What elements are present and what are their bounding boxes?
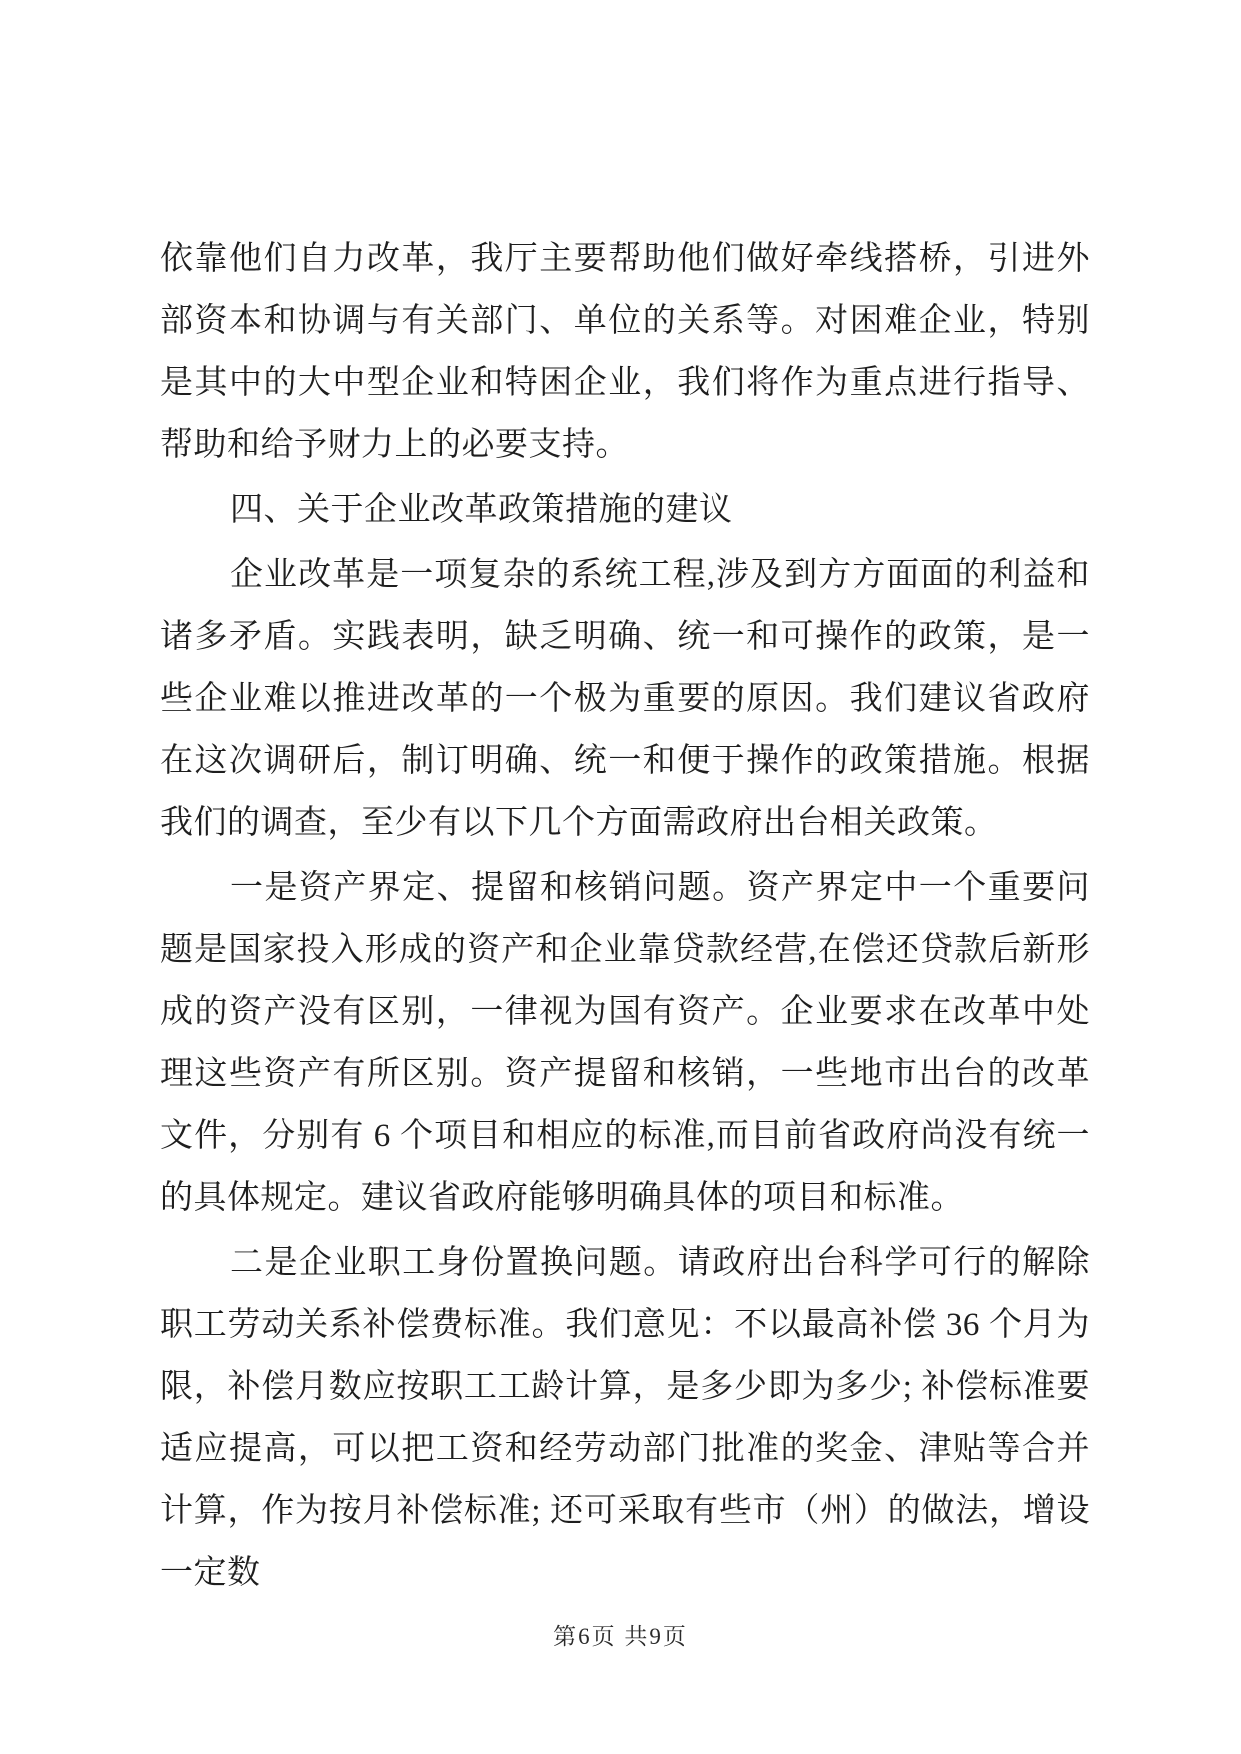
paragraph: 一是资产界定、提留和核销问题。资产界定中一个重要问题是国家投入形成的资产和企业靠贷款经营,在偿还贷款后新形成的资产没有区别，一律视为国有资产。企业要求在改革中处理这些资产有所区别。资产提留和核销，一些地市出台的改革文件，分别有 6 个项目和相应的标准,而目前省政府尚没有统一的具体规定。建议省政府能够明确具体的项目和标准。 <box>160 870 1090 1216</box>
paragraph: 二是企业职工身份置换问题。请政府出台科学可行的解除职工劳动关系补偿费标准。我们意见：不以最高补偿 36 个月为限，补偿月数应按职工工龄计算，是多少即为多少; 补偿标准要适应提高，可以把工资和经劳动部门批准的奖金、津贴等合并计算，作为按月补偿标准; 还可采取有些市（州）的做法，增设一定数 <box>160 1245 1090 1591</box>
page-number: 第6页 共9页 <box>553 1624 688 1649</box>
paragraph: 企业改革是一项复杂的系统工程,涉及到方方面面的利益和诸多矛盾。实践表明，缺乏明确、统一和可操作的政策，是一些企业难以推进改革的一个极为重要的原因。我们建议省政府在这次调研后，制订明确、统一和便于操作的政策措施。根据我们的调查，至少有以下几个方面需政府出台相关政策。 <box>160 557 1090 841</box>
section-heading: 四、关于企业改革政策措施的建议 <box>230 492 733 528</box>
paragraph-continuation: 依靠他们自力改革，我厅主要帮助他们做好牵线搭桥，引进外部资本和协调与有关部门、单位的关系等。对困难企业，特别是其中的大中型企业和特困企业，我们将作为重点进行指导、帮助和给予财力上的必要支持。 <box>160 241 1090 463</box>
document-body <box>160 228 1090 1607</box>
